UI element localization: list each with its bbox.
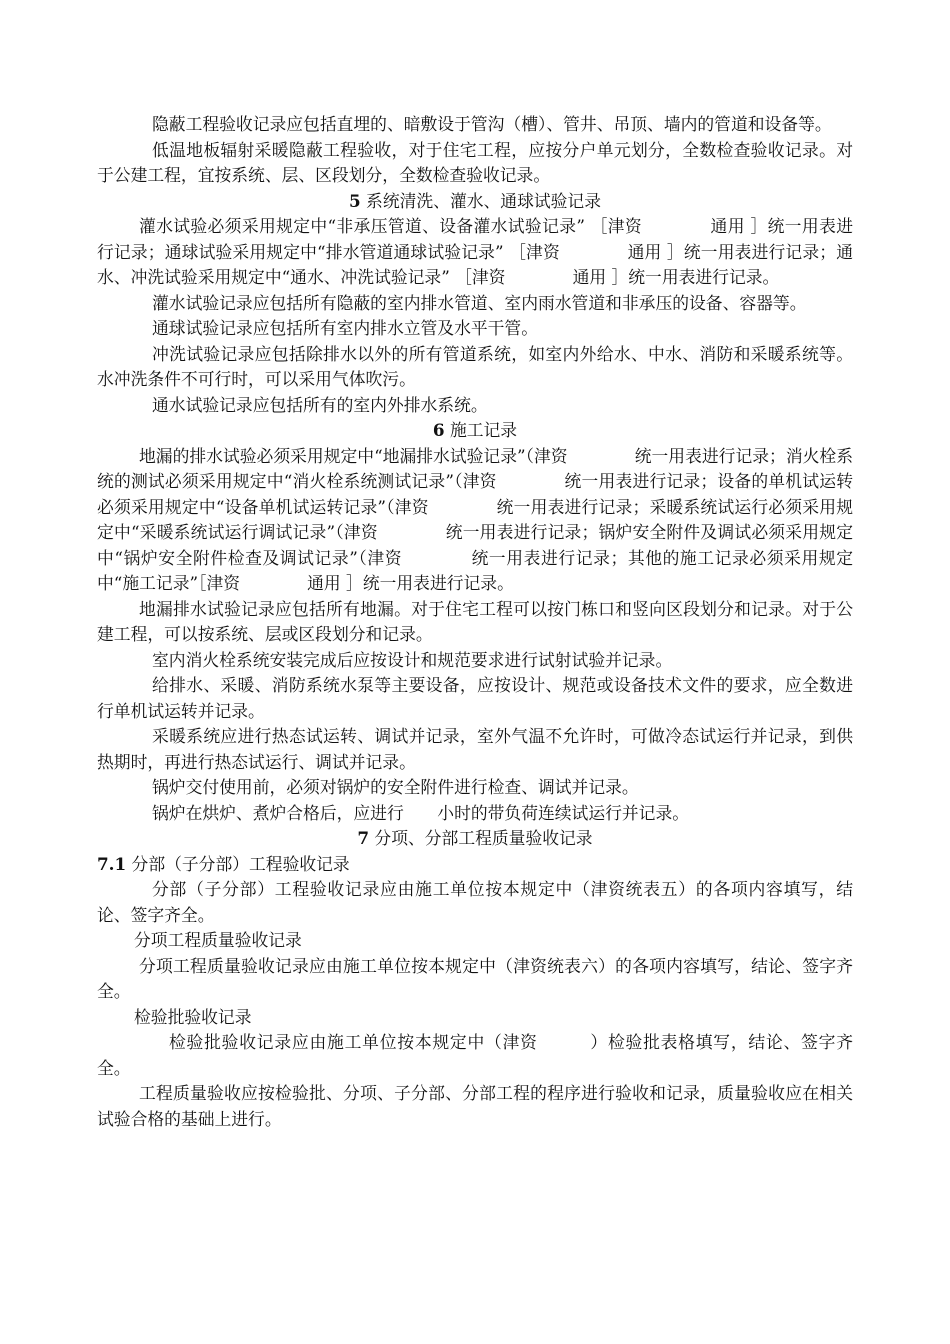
subsection-7-1-title: 分部（子分部）工程验收记录 [131, 853, 350, 874]
section-5-number: 5 [349, 190, 361, 211]
section-6-item: 给排水、采暖、消防系统水泵等主要设备，应按设计、规范或设备技术文件的要求，应全数进行单机试运转并记录。 [97, 675, 853, 721]
subsection-7-3-heading: 检验批验收记录 [134, 1006, 252, 1027]
section-5-heading [97, 189, 853, 215]
paragraph-concealed-works: 隐蔽工程验收记录应包括直埋的、暗敷设于管沟（槽）、管井、吊顶、墙内的管道和设备等。 [152, 114, 832, 134]
subsection-7-2-text: 分项工程质量验收记录应由施工单位按本规定中（津资统表六）的各项内容填写，结论、签字齐全。 [97, 955, 853, 1001]
section-6-item: 锅炉在烘炉、煮炉合格后，应进行 小时的带负荷连续试运行并记录。 [152, 802, 690, 823]
subsection-7-1-heading [97, 852, 853, 878]
closing-paragraph: 工程质量验收应按检验批、分项、子分部、分部工程的程序进行验收和记录，质量验收应在相关试验合格的基础上进行。 [97, 1083, 853, 1129]
section-5-item: 通水试验记录应包括所有的室内外排水系统。 [152, 394, 488, 415]
paragraph-floor-heating: 低温地板辐射采暖隐蔽工程验收，对于住宅工程，应按分户单元划分，全数检查验收记录。对于公建工程，宜按系统、层、区段划分，全数检查验收记录。 [97, 139, 853, 185]
document-page [97, 112, 853, 1132]
subsection-7-3-text: 检验批验收记录应由施工单位按本规定中（津资 ）检验批表格填写，结论、签字齐全。 [97, 1032, 853, 1078]
section-5-item: 通球试验记录应包括所有室内排水立管及水平干管。 [152, 318, 538, 338]
section-5-intro: 灌水试验必须采用规定中“非承压管道、设备灌水试验记录” ［津资 通用 ］统一用表进行记录；通球试验采用规定中“排水管道通球试验记录” ［津资 通用 ］统一用表进行记录；通水、冲洗试验采用规定中“通水、冲洗试验记录” ［津资 通用 ］统一用表进行记录。 [97, 216, 853, 287]
section-7-heading [97, 826, 853, 852]
subsection-7-1-text: 分部（子分部）工程验收记录应由施工单位按本规定中（津资统表五）的各项内容填写，结论、签字齐全。 [97, 879, 853, 925]
section-6-intro: 地漏的排水试验必须采用规定中“地漏排水试验记录”（津资 统一用表进行记录；消火栓系统的测试必须采用规定中“消火栓系统测试记录”（津资 统一用表进行记录；设备的单机试运转必须采用规定中“设备单机试运转记录”（津资 统一用表进行记录；采暖系统试运行必须采用规定中“采暖系统试运行调试记录”（津资 统一用表进行记录；锅炉安全附件及调试必须采用规定中“锅炉安全附件检查及调试记录”（津资 统一用表进行记录；其他的施工记录必须采用规定中“施工记录”［津资 通用 ］统一用表进行记录。 [97, 445, 853, 593]
subsection-7-2-heading: 分项工程质量验收记录 [134, 930, 302, 950]
section-5-item: 灌水试验记录应包括所有隐蔽的室内排水管道、室内雨水管道和非承压的设备、容器等。 [152, 292, 807, 313]
section-6-number: 6 [432, 420, 445, 440]
section-6-item: 地漏排水试验记录应包括所有地漏。对于住宅工程可以按门栋口和竖向区段划分和记录。对于公建工程，可以按系统、层或区段划分和记录。 [97, 598, 853, 644]
subsection-7-1-number: 7.1 [97, 853, 127, 874]
section-6-item: 锅炉交付使用前，必须对锅炉的安全附件进行检查、调试并记录。 [152, 777, 639, 797]
section-5-title: 系统清洗、灌水、通球试验记录 [366, 190, 601, 211]
section-7-number: 7 [357, 828, 370, 848]
section-7-title: 分项、分部工程质量验收记录 [374, 828, 593, 848]
section-6-item: 室内消火栓系统安装完成后应按设计和规范要求进行试射试验并记录。 [152, 649, 673, 670]
section-5-item: 冲洗试验记录应包括除排水以外的所有管道系统，如室内外给水、中水、消防和采暖系统等。水冲洗条件不可行时，可以采用气体吹污。 [97, 343, 853, 389]
section-6-item: 采暖系统应进行热态试运转、调试并记录，室外气温不允许时，可做冷态试运行并记录，到供热期时，再进行热态试运行、调试并记录。 [97, 726, 853, 772]
section-6-heading [97, 418, 853, 444]
section-6-title: 施工记录 [449, 420, 518, 440]
